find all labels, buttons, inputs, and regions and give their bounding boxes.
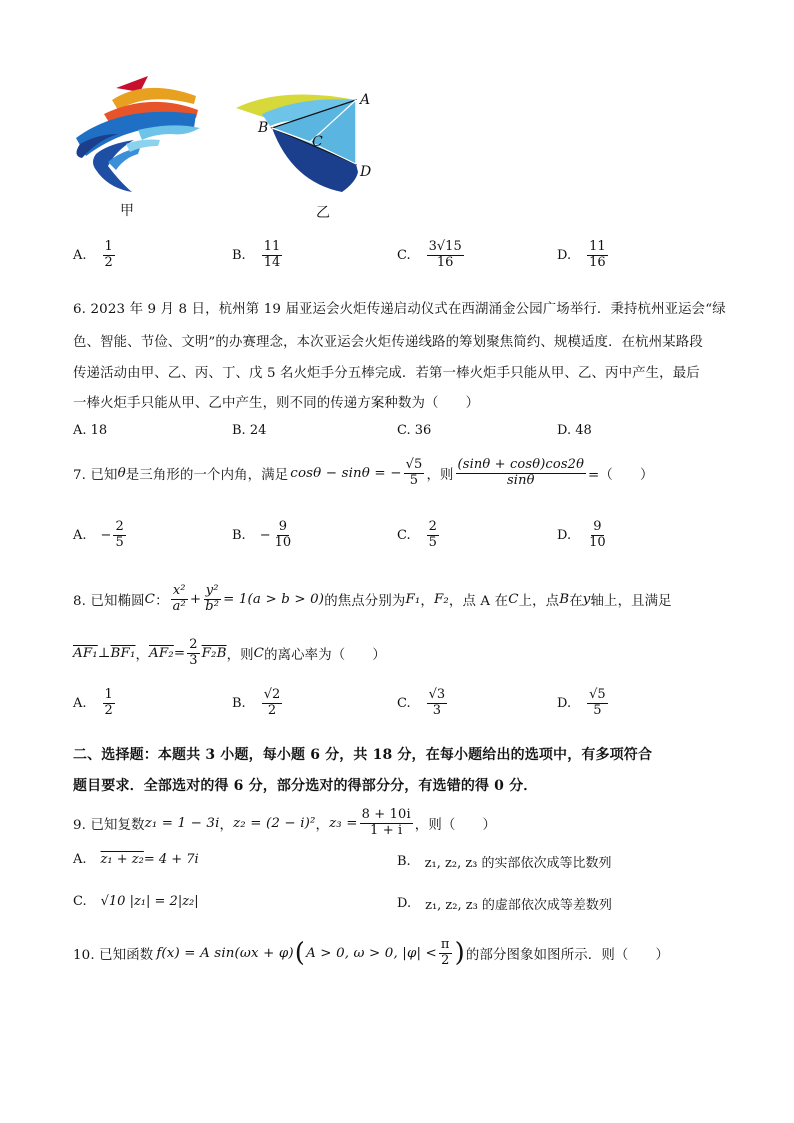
q8-stem-line-2: AF₁ ⊥ BF₁ ， AF₂ = $\frac{2}{3}$ F₂B ，则 C 的离心率为（ ） (73, 637, 386, 668)
caption-jia: 甲 (120, 203, 134, 219)
fraction: $\frac{1}{2}$ (104, 239, 113, 270)
q8-stem-line-1: 8. 已知椭圆 C ： $\frac{\text{x²}}{\text{a²}}$ + $\frac{\text{y²}}{\text{b²}}$ = 1(a > b > 0) 的焦点分别为 F₁ ， F₂ ，点 A 在 C 上，点 B 在 y 轴上，且满足 (73, 583, 672, 614)
fraction: $\frac{3√15}{16}$ (428, 239, 462, 270)
q6-line-3: 传递活动由甲、乙、丙、丁、戊 5 名火炬手分五棒完成．若第一棒火炬手只能从甲、乙、丙中产生，最后 (73, 366, 700, 381)
q7-option-d: D. $\frac{9}{10}$ (557, 519, 606, 550)
fraction: $\frac{\text{y²}}{\text{b²}}$ (205, 583, 220, 614)
fraction: $\frac{11}{16}$ (589, 239, 606, 270)
fraction: $\frac{\pi}{2}$ (440, 937, 450, 968)
q8-option-c: C. $\frac{√3}{3}$ (397, 687, 446, 718)
section-2-heading-line-1: 二、选择题：本题共 3 小题，每小题 6 分，共 18 分，在每小题给出的选项中，有多项符合 (73, 747, 653, 763)
q6-option-b: B. 24 (232, 423, 267, 438)
point-d-label: D (360, 164, 372, 180)
point-b-label: B (258, 120, 269, 136)
q7-option-c: C. $\frac{2}{5}$ (397, 519, 437, 550)
fraction: $\frac{2}{3}$ (189, 637, 198, 668)
fraction: $\frac{√5}{5}$ (405, 457, 423, 488)
q6-option-d: D. 48 (557, 423, 592, 438)
q7-option-b: B. − $\frac{9}{10}$ (232, 519, 292, 550)
q8-option-a: A. $\frac{1}{2}$ (73, 687, 113, 718)
fraction: $\frac{2}{5}$ (115, 519, 124, 550)
q6-option-a: A. 18 (73, 423, 108, 438)
fraction: $\frac{√3}{3}$ (428, 687, 446, 718)
q10-stem: 10. 已知函数 f(x) = A sin(ωx + φ) ( A > 0, ω > 0, |φ| < $\frac{\pi}{2}$ ) 的部分图象如图所示．则（ ） (73, 937, 670, 969)
q8-option-d: D. $\frac{√5}{5}$ (557, 687, 606, 718)
right-paren-icon: ) (454, 938, 465, 969)
q6-line-1: 6. 2023 年 9 月 8 日，杭州第 19 届亚运会火炬传递启动仪式在西湖涌金公园广场举行．秉持杭州亚运会“绿 (73, 302, 726, 317)
figure-jia-logo (68, 70, 208, 200)
q5-option-a: A. $\frac{1}{2}$ (73, 239, 113, 270)
fraction: $\frac{2}{5}$ (428, 519, 437, 550)
q6-line-2: 色、智能、节俭、文明”的办赛理念，本次亚运会火炬传递线路的筹划聚焦简约、规模适度．在杭州某路段 (73, 335, 703, 350)
q6-line-4: 一棒火炬手只能从甲、乙中产生，则不同的传递方案种数为（ ） (73, 396, 480, 411)
point-a-label: A (360, 92, 371, 108)
fraction: $\frac{9}{10}$ (274, 519, 292, 550)
q5-option-c: C. $\frac{3√15}{16}$ (397, 239, 462, 270)
q5-option-b: B. $\frac{11}{14}$ (232, 239, 281, 270)
q9-stem: 9. 已知复数 z₁ = 1 − 3i ， z₂ = (2 − i)² ， z₃ = $\frac{8 + 10i}{1 + i}$ ，则（ ） (73, 807, 497, 838)
q5-option-d: D. $\frac{11}{16}$ (557, 239, 606, 270)
point-c-label: C (312, 134, 323, 150)
fraction: $\frac{9}{10}$ (589, 519, 606, 550)
fraction: $\frac{(\sin\theta + \cos\theta)\cos 2\theta}{\sin\theta}$ (457, 457, 585, 488)
q7-stem: 7. 已知 θ 是三角形的一个内角，满足 cosθ − sinθ = − $\frac{√5}{5}$ ，则 $\frac{(\sin\theta + \cos\theta)\cos 2\theta}{\sin\theta}$ =（ ） (73, 457, 654, 488)
q9-option-a: A. z₁ + z₂ = 4 + 7i (73, 852, 199, 867)
q9-option-c: C. √10 |z₁| = 2|z₂| (73, 894, 199, 909)
q7-option-a: A. − $\frac{2}{5}$ (73, 519, 124, 550)
q6-option-c: C. 36 (397, 423, 432, 438)
q9-option-d: D. z₁, z₂, z₃ 的虚部依次成等差数列 (397, 896, 612, 913)
fraction: $\frac{1}{2}$ (104, 687, 113, 718)
caption-yi: 乙 (316, 205, 330, 221)
fraction: $\frac{11}{14}$ (263, 239, 281, 270)
fraction: $\frac{√2}{2}$ (263, 687, 281, 718)
q9-option-b: B. z₁, z₂, z₃ 的实部依次成等比数列 (397, 854, 612, 871)
q8-option-b: B. $\frac{√2}{2}$ (232, 687, 281, 718)
fraction: $\frac{√5}{5}$ (589, 687, 606, 718)
fraction: $\frac{\text{x²}}{\text{a²}}$ (172, 583, 186, 614)
section-2-heading-line-2: 题目要求．全部选对的得 6 分，部分选对的得部分分，有选错的得 0 分． (73, 778, 538, 794)
left-paren-icon: ( (294, 938, 306, 969)
fraction: $\frac{8 + 10i}{1 + i}$ (361, 807, 411, 838)
